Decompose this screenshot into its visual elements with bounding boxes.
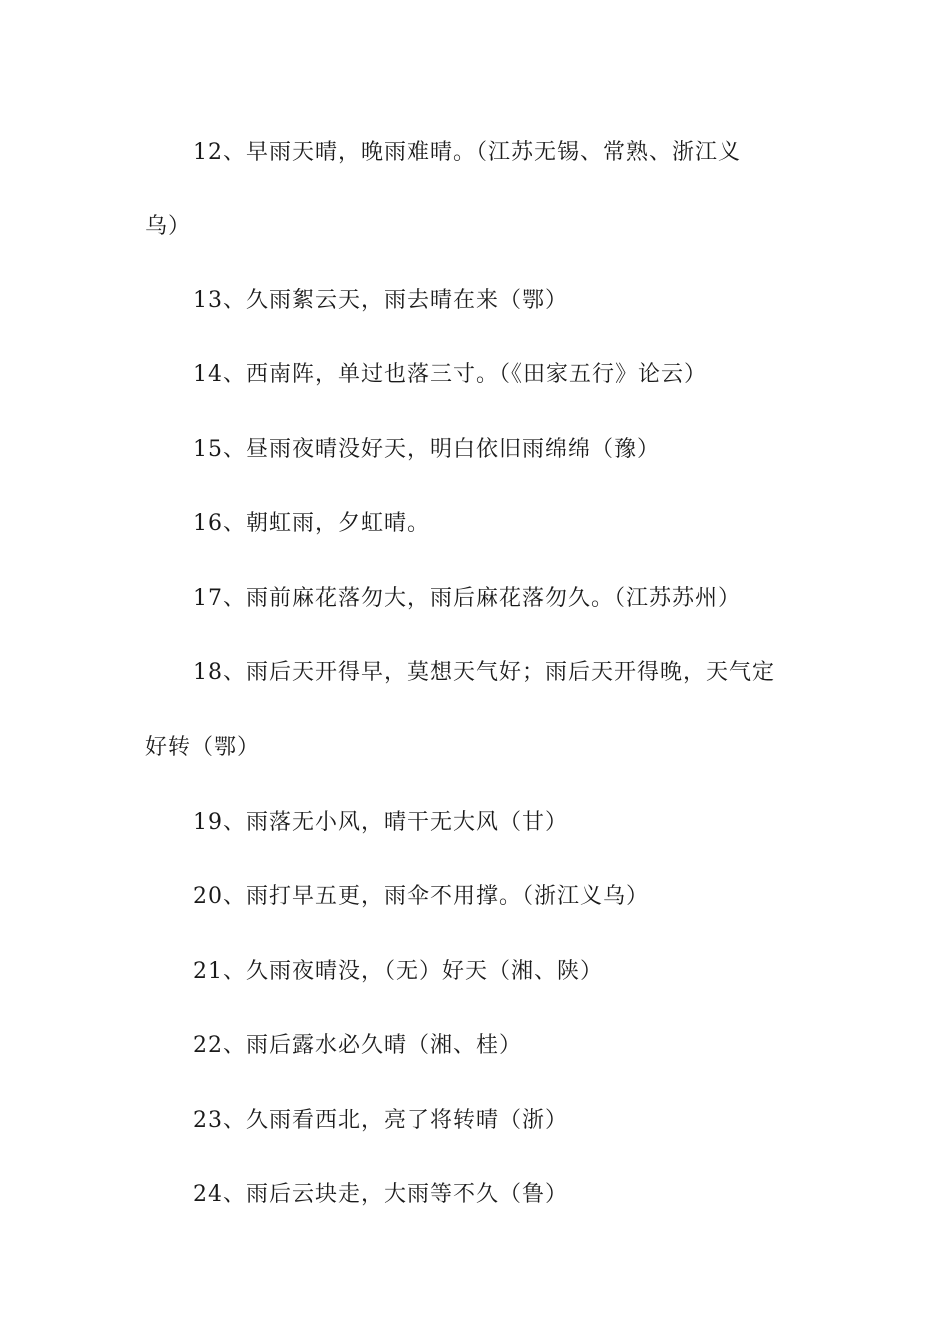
proverb-line-13: 13、久雨絮云天，雨去晴在来（鄂） (193, 288, 568, 313)
proverb-line-14: 14、西南阵，单过也落三寸。（《田家五行》论云） (193, 362, 707, 387)
proverb-line-24: 24、雨后云块走，大雨等不久（鲁） (193, 1182, 568, 1207)
proverb-line-15: 15、昼雨夜晴没好天，明白依旧雨绵绵（豫） (193, 437, 660, 462)
proverb-line-17: 17、雨前麻花落勿大，雨后麻花落勿久。（江苏苏州） (193, 586, 741, 611)
proverb-line-18-continued: 好转（鄂） (145, 735, 261, 760)
proverb-line-21: 21、久雨夜晴没，（无）好天（湘、陕） (193, 959, 603, 984)
proverb-line-12-continued: 乌） (145, 214, 192, 239)
proverb-line-23: 23、久雨看西北，亮了将转晴（浙） (193, 1108, 568, 1133)
proverb-line-18: 18、雨后天开得早，莫想天气好；雨后天开得晚，天气定 (193, 660, 775, 685)
proverb-line-12: 12、早雨天晴，晚雨难晴。（江苏无锡、常熟、浙江义 (193, 140, 741, 165)
proverb-line-19: 19、雨落无小风，晴干无大风（甘） (193, 810, 568, 835)
proverb-line-22: 22、雨后露水必久晴（湘、桂） (193, 1033, 522, 1058)
proverb-line-16: 16、朝虹雨，夕虹晴。 (193, 511, 430, 536)
proverb-line-20: 20、雨打早五更，雨伞不用撑。（浙江义乌） (193, 884, 649, 909)
